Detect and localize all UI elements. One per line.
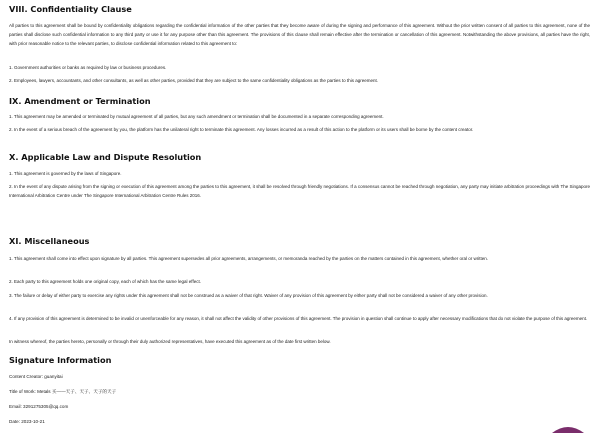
brand-logo-arc [552,427,584,433]
section-9-title: IX. Amendment or Termination [9,96,151,106]
section-11-item-4: 4. If any provision of this agreement is determined to be invalid or unenforceable for any reason, it shall not affect the validity of other provisions of this agreement. The provision in question shall continue to apply after necessary modifications that do not violate the purpose of this agreement. [9,316,588,321]
signature-date: Date: 2023-10-21 [9,419,45,424]
signature-work-title: Title of Work: Metals 买——天子、天子、天子的天子 [9,389,117,394]
section-11-title: XI. Miscellaneous [9,236,90,246]
section-8-title: VIII. Confidentiality Clause [9,4,132,14]
section-8-item-1: 1. Government authorities or banks as required by law or business procedures. [9,65,167,70]
section-10-item-1: 1. This agreement is governed by the laws of Singapore. [9,171,122,176]
section-10-title: X. Applicable Law and Dispute Resolution [9,152,202,162]
brand-logo-icon [550,423,586,433]
section-11-item-3: 3. The failure or delay of either party to exercise any rights under this agreement shall not be construed as a waiver of that right. Waiver of any provision of this agreement by either party shall not be considered a waiver of any other provision. [9,293,488,298]
section-11-item-2: 2. Each party to this agreement holds one original copy, each of which has the same legal effect. [9,279,201,284]
section-8-intro: All parties to this agreement shall be bound by confidentiality obligations regarding the confidential information of the other parties that they become aware of during the signing and performance of this agreement. Without the prior written consent of all parties to this agreement, none of the parties shall disclose such confidential information to any third party or use it for any purpose other than this agreement. The provisions of this clause shall remain effective after the termination or cancellation of this agreement. Notwithstanding the above provisions, all parties have the right, with prior reasonable notice to the relevant parties, to disclose confidential information related to this agreement to: [9,23,590,47]
section-8-item-2: 2. Employees, lawyers, accountants, and other consultants, as well as other parties, provided that they are subject to the same confidentiality obligations as the parties to this agreement. [9,78,378,83]
section-9-item-2: 2. In the event of a serious breach of the agreement by you, the platform has the unilateral right to terminate this agreement. Any losses incurred as a result of this action to the platform or its users shall be borne by the content creator. [9,127,474,132]
signature-title: Signature Information [9,355,112,365]
section-11-item-1: 1. This agreement shall come into effect upon signature by all parties. This agreement supersedes all prior agreements, arrangements, or memoranda reached by the parties on the matters contained in this agreement, whether oral or written. [9,256,489,261]
signature-creator: Content Creator: guanyitai [9,374,63,379]
section-9-item-1: 1. This agreement may be amended or terminated by mutual agreement of all parties, but any such amendment or termination shall be documented in a separate corresponding agreement. [9,114,384,119]
section-10-item-2: 2. In the event of any dispute arising from the signing or execution of this agreement among the parties to this agreement, it shall be resolved through friendly negotiations. If a consensus cannot be reached through negotiation, any party may initiate arbitration proceedings with The Singapore International Arbitration Centre under The Singapore International Arbitration Centre Rules 2016. [9,184,590,199]
witness-clause: In witness whereof, the parties hereto, personally or through their duly authorized representatives, have executed this agreement as of the date first written below. [9,339,331,344]
signature-email: Email: 3291275305@qq.com [9,404,69,409]
